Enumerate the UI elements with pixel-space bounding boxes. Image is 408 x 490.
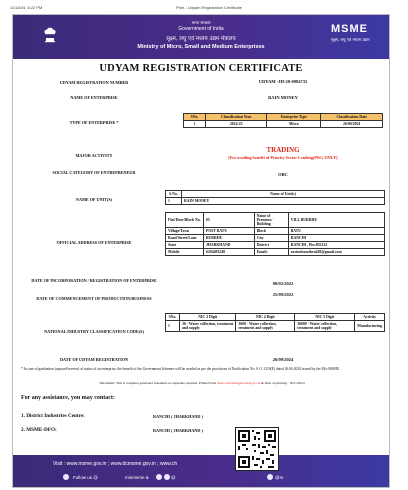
assistance-title: For any assistance, you may contact:: [21, 395, 115, 401]
social-icon: [267, 474, 273, 480]
social-handle[interactable]: @m: [275, 475, 284, 480]
disclaimer-link[interactable]: https://udyamregistration.gov.in: [217, 381, 261, 385]
table-row: Village/Town POST BATU Block BATU: [166, 228, 385, 235]
contact-dfo-value: RANCHI ( JHARKHAND ): [153, 428, 203, 433]
reg-number-label: UDYAM REGISTRATION NUMBER: [59, 80, 129, 85]
type-label: TYPE OF ENTERPRISE *: [69, 120, 119, 125]
follow-text: Follow us @: [73, 475, 98, 480]
social-handle[interactable]: @: [171, 475, 176, 480]
social-icon: [164, 474, 170, 480]
major-activity-label: MAJOR ACTIVITY: [75, 153, 113, 158]
table-row: Road/Street/Lane BURRHU City RANCHI: [166, 235, 385, 242]
commencement-label: DATE OF COMMENCEMENT OF PRODUCTION/BUSINESS: [36, 296, 152, 301]
table-row: State JHARKHAND District RANCHI , Pin:835222: [166, 242, 385, 249]
units-label: NAME OF UNIT(S): [75, 197, 113, 202]
msme-logo-hindi: सूक्ष्म, लघु एवं मध्यम उद्यम: [331, 37, 370, 42]
certificate-page: [12, 14, 390, 488]
incorporation-label: DATE OF INCORPORATION / REGISTRATION OF ENTERPRISE: [31, 278, 157, 283]
table-row: 1 RAIN MONEY: [166, 198, 385, 205]
nic-label: NATIONAL INDUSTRY CLASSIFICATION CODE(S): [44, 329, 144, 334]
enterprise-type-table: [183, 113, 383, 128]
ministry-hindi: सूक्ष्म, लघु एवं मध्यम उद्यम मंत्रालय: [166, 36, 236, 42]
units-th-sno: S.No.: [166, 191, 182, 198]
table-row: 1 2024-25 Micro 26/09/2024: [184, 121, 383, 128]
browser-print-header: [0, 0, 408, 14]
social-category-value: OBC: [278, 172, 288, 177]
major-activity-value: TRADING: [266, 146, 300, 154]
enterprise-name-label: NAME OF ENTERPRISE: [70, 95, 118, 100]
address-label: OFFICIAL ADDRESS OF ENTERPRISE: [56, 240, 132, 245]
graduation-footnote: * In case of graduation (upward/reverse) of status of an enterprise, the benefit of the Government Schemes will be availed as per the provisions of Notification No. S.O. 2119(E) dated 26.06.2020 issued by the M/o MSME.: [21, 367, 340, 371]
type-th-date: Classification Date: [321, 114, 383, 121]
qr-code-icon: [235, 427, 279, 471]
address-table: [165, 212, 385, 256]
nic-table: SNo. NIC 2 Digit NIC 4 Digit NIC 5 Digit Activity 1 36 - Water collection, treatment and supply 3600 - Water collection, treatment and supply 36000 - Water collection, treatment and supply Manufacturing: [165, 313, 385, 332]
social-handle[interactable]: minmsme &: [125, 475, 149, 480]
units-th-name: Name of Unit(s): [182, 191, 385, 198]
print-page-title: Print - Udyam Registration Certificate: [176, 5, 243, 10]
footer-links[interactable]: Visit : www.msme.gov.in ; www.dcmsme.gov.in ; www.ch: [53, 461, 178, 467]
type-th-type: Enterprise Type: [267, 114, 321, 121]
major-activity: [183, 146, 383, 160]
gov-english: Government of India: [178, 26, 224, 32]
type-th-sno: SNo.: [184, 114, 206, 121]
footer-banner: [13, 455, 389, 488]
udyam-date-value: 26/09/2024: [272, 357, 294, 362]
units-table: [165, 190, 385, 205]
commencement-value: 25/09/2022: [272, 292, 294, 297]
certificate-title: UDYAM REGISTRATION CERTIFICATE: [99, 63, 303, 74]
print-timestamp: 11/18/24, 6:22 PM: [10, 5, 43, 10]
disclaimer: Disclaimer: This is computer generated statement, no signature required. Printed from https://udyamregistration.gov.in & Date of printing:- 18/11/2024: [99, 381, 305, 385]
gov-hindi: भारत सरकार: [191, 20, 211, 25]
udyam-date-label: DATE OF UDYAM REGISTRATION: [59, 357, 129, 362]
social-category-label: SOCIAL CATEGORY OF ENTREPRENEUR: [52, 170, 136, 175]
msme-logo: MSME: [331, 23, 368, 35]
contact-dic-label: 1. District Industries Centre:: [21, 413, 85, 419]
table-row: 1 36 - Water collection, treatment and supply 3600 - Water collection, treatment and supply 36000 - Water collection, treatment and supply Manufacturing: [166, 321, 385, 332]
reg-number-value: UDYAM -JH-20-0084733: [258, 79, 308, 84]
type-label-asterisk: *: [116, 120, 119, 125]
contact-dic-value: RANCHI ( JHARKHAND ): [153, 414, 203, 419]
social-icon: [156, 474, 162, 480]
type-th-year: Classification Year: [206, 114, 267, 121]
ministry-english: Ministry of Micro, Small and Medium Enterprises: [137, 44, 265, 50]
header-banner: [13, 15, 389, 59]
enterprise-name-value: RAIN MONEY: [268, 95, 298, 100]
major-activity-note: [For availing benefit of Priority Sector Lending(PSL) ONLY]: [228, 155, 338, 160]
incorporation-value: 08/02/2022: [272, 281, 294, 286]
contact-dfo-label: 2. MSME-DFO:: [21, 427, 57, 433]
table-row: Flat/Door/Block No. 05 Name of Premises/ Building VILL BURRHU: [166, 213, 385, 228]
table-row: Mobile 6204493248 Email: ravindrasuthra420@gmail.com: [166, 249, 385, 256]
social-icon: [63, 474, 69, 480]
